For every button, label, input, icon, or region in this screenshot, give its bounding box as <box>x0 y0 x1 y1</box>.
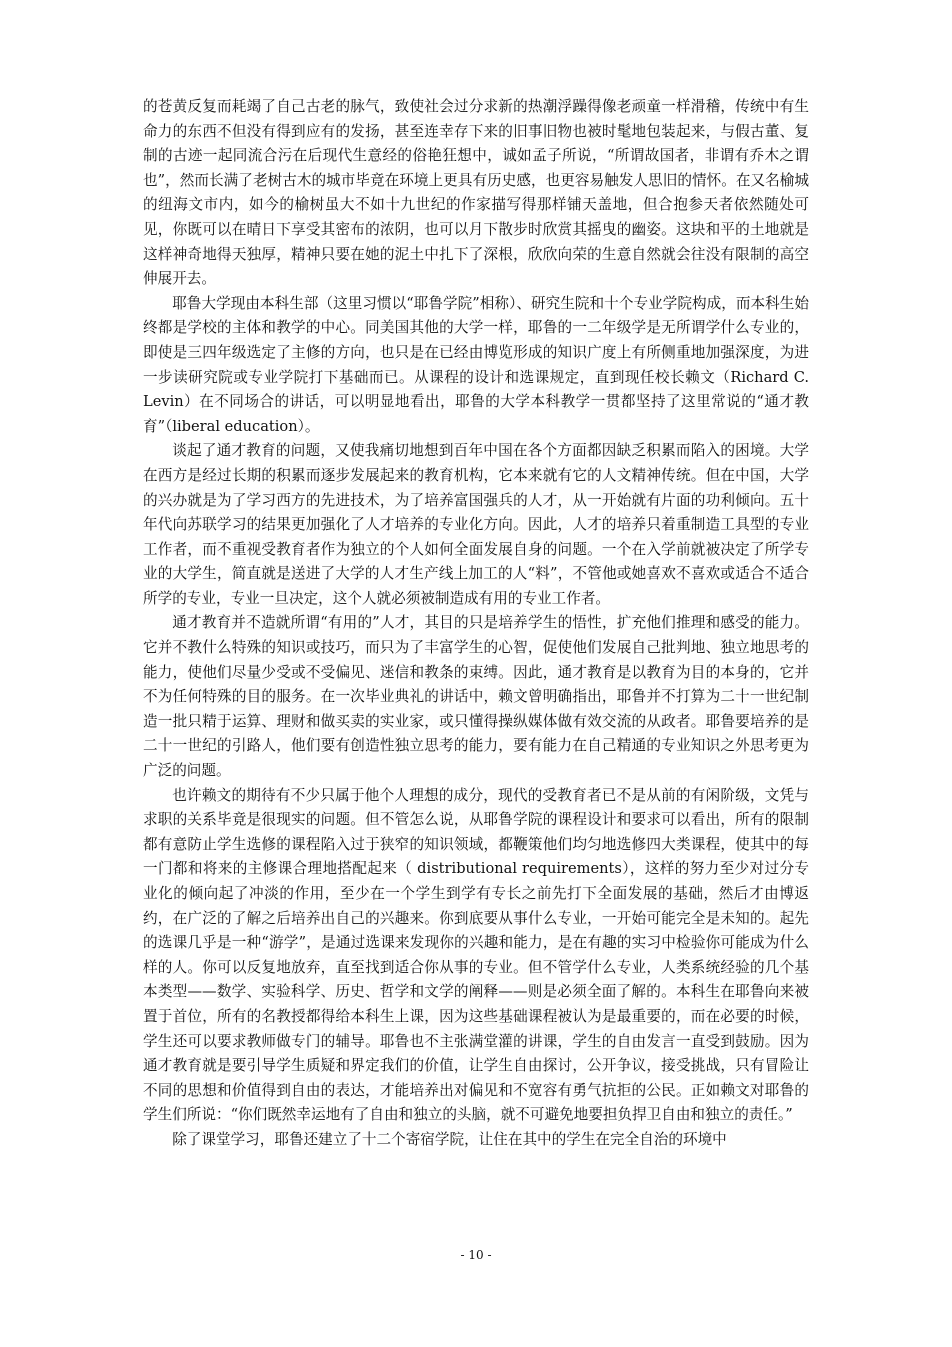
paragraph-6: 除了课堂学习，耶鲁还建立了十二个寄宿学院，让住在其中的学生在完全自治的环境中 <box>172 1130 727 1148</box>
paragraph-1: 的苍黄反复而耗竭了自己古老的脉气，致使社会过分求新的热潮浮躁得像老顽童一样滑稽，传统中有生命力的东西不但没有得到应有的发扬，甚至连幸存下来的旧事旧物也被时髦地包装起来，与假古董、复制的古迹一起同流合污在后现代生意经的俗艳狂想中，诚如孟子所说，“所谓故国者，非谓有乔木之谓也”，然而长满了老树古木的城市毕竟在环境上更具有历史感，也更容易触发人思旧的情怀。在又名榆城的纽海文市内，如今的榆树虽大不如十九世纪的作家描写得那样铺天盖地，但合抱参天者依然随处可见，你既可以在晴日下享受其密布的浓阴，也可以月下散步时欣赏其摇曳的幽姿。这块和平的土地就是这样神奇地得天独厚，精神只要在她的泥土中扎下了深根，欣欣向荣的生意自然就会往没有限制的高空伸展开去。 <box>143 98 809 288</box>
paragraph-3: 谈起了通才教育的问题，又使我痛切地想到百年中国在各个方面都因缺乏积累而陷入的困境。大学在西方是经过长期的积累而逐步发展起来的教育机构，它本来就有它的人文精神传统。但在中国，大学的兴办就是为了学习西方的先进技术，为了培养富国强兵的人才，从一开始就有片面的功利倾向。五十年代向苏联学习的结果更加强化了人才培养的专业化方向。因此，人才的培养只着重制造工具型的专业工作者，而不重视受教育者作为独立的个人如何全面发展自身的问题。一个在入学前就被决定了所学专业的大学生，简直就是送进了大学的人才生产线上加工的人“料”，不管他或她喜欢不喜欢或适合不适合所学的专业，专业一旦决定，这个人就必须被制造成有用的专业工作者。 <box>143 442 809 607</box>
page-number: - 10 - <box>460 1248 492 1262</box>
paragraph-4: 通才教育并不造就所谓“有用的”人才，其目的只是培养学生的悟性，扩充他们推理和感受的能力。它并不教什么特殊的知识或技巧，而只为了丰富学生的心智，促使他们发展自己批判地、独立地思考的能力，使他们尽量少受或不受偏见、迷信和教条的束缚。因此，通才教育是以教育为目的本身的，它并不为任何特殊的目的服务。在一次毕业典礼的讲话中，赖文曾明确指出，耶鲁并不打算为二十一世纪制造一批只精于运算、理财和做买卖的实业家，或只懂得操纵媒体做有效交流的从政者。耶鲁要培养的是二十一世纪的引路人，他们要有创造性独立思考的能力，要有能力在自己精通的专业知识之外思考更为广泛的问题。 <box>143 614 809 780</box>
paragraph-5: 也许赖文的期待有不少只属于他个人理想的成分，现代的受教育者已不是从前的有闲阶级，文凭与求职的关系毕竟是很现实的问题。但不管怎么说，从耶鲁学院的课程设计和要求可以看出，所有的限制都有意防止学生选修的课程陷入过于狭窄的知识领域，都鞭策他们均匀地选修四大类课程，使其中的每一门都和将来的主修课合理地搭配起来（ distributional requirements），这样的努力至少对过分专业化的倾向起了冲淡的作用，至少在一个学生到学有专长之前先打下全面发展的基础，然后才由博返约，在广泛的了解之后培养出自己的兴趣来。你到底要从事什么专业，一开始可能完全是未知的。起先的选课几乎是一种“游学”，是通过选课来发现你的兴趣和能力，是在有趣的实习中检验你可能成为什么样的人。你可以反复地放弃，直至找到适合你从事的专业。但不管学什么专业，人类系统经验的几个基本类型——数学、实验科学、历史、哲学和文学的阐释——则是必须全面了解的。本科生在耶鲁向来被置于首位，所有的名教授都得给本科生上课，因为这些基础课程被认为是最重要的，而在必要的时候，学生还可以要求教师做专门的辅导。耶鲁也不主张满堂灌的讲课，学生的自由发言一直受到鼓励。因为通才教育就是要引导学生质疑和界定我们的价值，让学生自由探讨，公开争议，接受挑战，只有冒险让不同的思想和价值得到自由的表达，才能培养出对偏见和不宽容有勇气抗拒的公民。正如赖文对耶鲁的学生们所说：“你们既然幸运地有了自由和独立的头脑，就不可避免地要担负捍卫自由和独立的责任。” <box>143 786 809 1124</box>
document-body <box>143 95 809 1153</box>
paragraph-2: 耶鲁大学现由本科生部（这里习惯以“耶鲁学院”相称）、研究生院和十个专业学院构成，而本科生始终都是学校的主体和教学的中心。同美国其他的大学一样，耶鲁的一二年级学是无所谓学什么专业的，即使是三四年级选定了主修的方向，也只是在已经由博览形成的知识广度上有所侧重地加强深度，为进一步读研究院或专业学院打下基础而已。从课程的设计和选课规定，直到现任校长赖文（Richard C. Levin）在不同场合的讲话，可以明显地看出，耶鲁的大学本科教学一贯都坚持了这里常说的“通才教育”（liberal education）。 <box>143 294 809 435</box>
